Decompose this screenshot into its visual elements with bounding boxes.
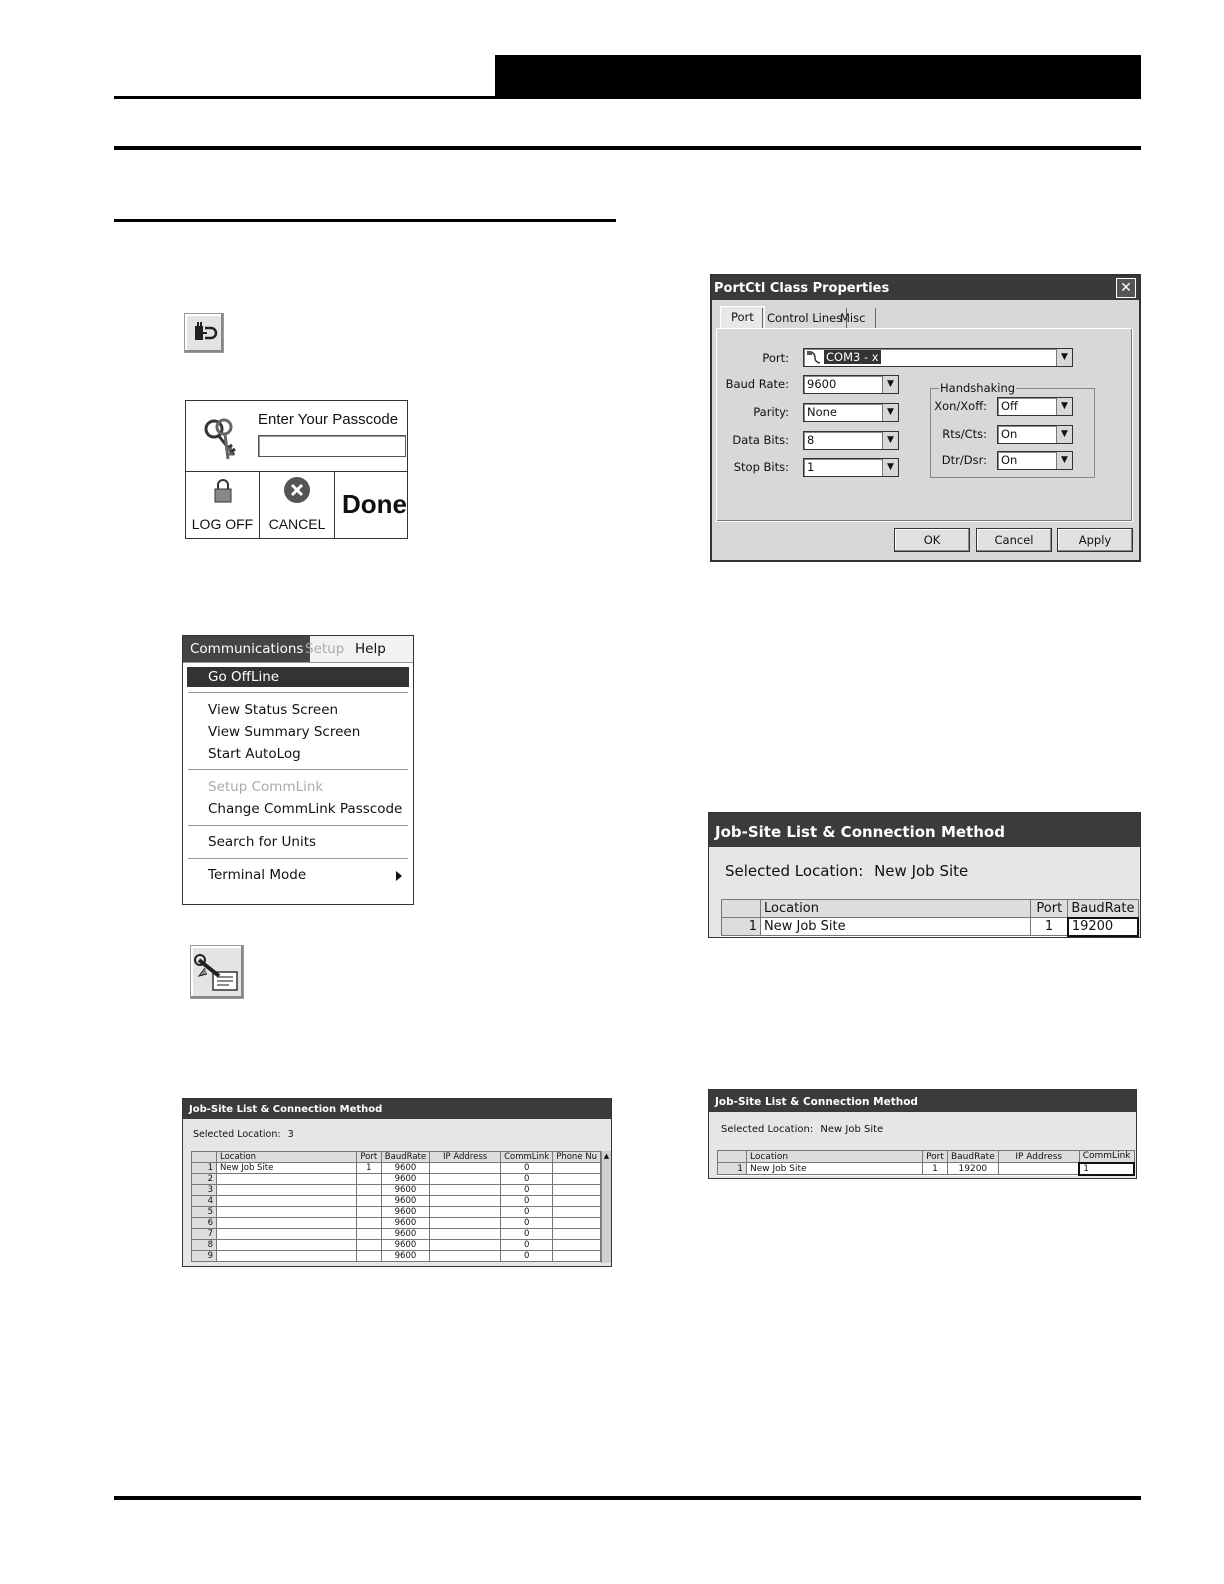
keys-icon — [198, 415, 246, 463]
cancel-button[interactable] — [260, 472, 335, 538]
commlink-cell[interactable]: 0 — [501, 1240, 553, 1251]
row-number: 1 — [192, 1163, 217, 1174]
location-cell[interactable]: New Job Site — [747, 1163, 923, 1175]
table-row[interactable] — [192, 1185, 601, 1196]
phone-number-cell[interactable] — [553, 1196, 601, 1207]
section-rule-top — [114, 146, 1141, 150]
table-row[interactable] — [192, 1229, 601, 1240]
submenu-arrow-icon — [395, 870, 403, 882]
dropdown-arrow-icon[interactable]: ▼ — [1056, 452, 1072, 469]
rts-select[interactable] — [997, 425, 1073, 444]
job-site-title: Job-Site List & Connection Method — [189, 1104, 383, 1115]
dtr-label: Dtr/Dsr: — [941, 453, 987, 467]
baudrate-cell[interactable]: 9600 — [381, 1207, 429, 1218]
xon-value: Off — [1001, 399, 1018, 413]
port-cell[interactable] — [356, 1251, 381, 1262]
table-row[interactable] — [192, 1207, 601, 1218]
location-cell[interactable] — [217, 1229, 357, 1240]
table-row[interactable] — [192, 1196, 601, 1207]
baudrate-cell[interactable]: 9600 — [381, 1251, 429, 1262]
baudrate-cell[interactable]: 9600 — [381, 1174, 429, 1185]
ok-button[interactable]: OK — [894, 528, 970, 552]
selected-location-label: Selected Location: — [721, 1124, 814, 1135]
cancel-label: CANCEL — [268, 516, 326, 532]
close-icon[interactable]: ✕ — [1116, 278, 1136, 298]
ip-address-cell[interactable] — [430, 1174, 501, 1185]
phone-number-cell[interactable] — [553, 1207, 601, 1218]
port-cell[interactable]: 1 — [1031, 918, 1068, 936]
port-header[interactable]: Port — [1031, 900, 1068, 918]
commlink-cell[interactable]: 0 — [501, 1207, 553, 1218]
commlink-cell[interactable]: 0 — [501, 1196, 553, 1207]
dropdown-arrow-icon[interactable]: ▼ — [1056, 426, 1072, 443]
selected-location — [721, 1124, 883, 1135]
commlink-cell[interactable]: 0 — [501, 1174, 553, 1185]
passcode-entry-area — [186, 401, 407, 472]
dropdown-arrow-icon[interactable]: ▼ — [882, 432, 898, 449]
phone-number-cell[interactable] — [553, 1174, 601, 1185]
connect-toolbar-button[interactable] — [184, 313, 224, 353]
logoff-button[interactable] — [186, 472, 260, 538]
selected-location-value: 3 — [287, 1129, 294, 1140]
row-number-header — [192, 1152, 217, 1163]
baudrate-header[interactable]: BaudRate — [381, 1152, 429, 1163]
job-site-table — [721, 899, 1139, 937]
row-number: 9 — [192, 1251, 217, 1262]
port-header[interactable]: Port — [922, 1151, 947, 1163]
baudrate-cell[interactable]: 9600 — [381, 1240, 429, 1251]
job-site-title: Job-Site List & Connection Method — [715, 1096, 918, 1108]
table-header-row — [722, 900, 1139, 918]
padlock-icon — [213, 478, 233, 504]
databits-label: Data Bits: — [732, 433, 789, 447]
menu-item-go-offline[interactable]: Go OffLine — [187, 667, 409, 687]
row-number: 8 — [192, 1240, 217, 1251]
menu-help[interactable]: Help — [355, 641, 386, 657]
scroll-up-arrow-icon[interactable]: ▲ — [603, 1152, 610, 1160]
baudrate-cell[interactable]: 9600 — [381, 1185, 429, 1196]
phone-number-cell[interactable] — [553, 1240, 601, 1251]
commlink-cell[interactable]: 0 — [501, 1229, 553, 1240]
parity-value: None — [807, 405, 838, 419]
menu-item-change-passcode[interactable]: Change CommLink Passcode — [208, 801, 403, 817]
table-row[interactable] — [192, 1163, 601, 1174]
commlink-cell[interactable]: 0 — [501, 1251, 553, 1262]
ip-address-cell[interactable] — [430, 1218, 501, 1229]
port-cell[interactable] — [356, 1185, 381, 1196]
passcode-input[interactable] — [258, 435, 406, 457]
handshaking-group — [930, 381, 1095, 478]
stopbits-select[interactable] — [803, 458, 899, 477]
location-cell[interactable]: New Job Site — [217, 1163, 357, 1174]
row-number-header — [722, 900, 761, 918]
dtr-value: On — [1001, 453, 1018, 467]
phone-number-cell[interactable] — [553, 1185, 601, 1196]
row-number: 1 — [718, 1163, 747, 1175]
xon-select[interactable] — [997, 397, 1073, 416]
menu-separator — [188, 769, 408, 771]
row-number: 1 — [722, 918, 761, 936]
job-site-window-small-right — [708, 1089, 1137, 1179]
baud-value: 9600 — [807, 377, 837, 391]
dialog-title-bar — [712, 276, 1139, 300]
menu-item-setup-commlink[interactable]: Setup CommLink — [208, 779, 324, 795]
selected-location-value: New Job Site — [820, 1124, 884, 1135]
passcode-panel — [185, 400, 408, 539]
ip-address-cell[interactable] — [430, 1240, 501, 1251]
dtr-select[interactable] — [997, 451, 1073, 470]
port-plug-icon — [806, 350, 822, 365]
logoff-label: LOG OFF — [191, 516, 254, 532]
apply-button[interactable]: Apply — [1057, 528, 1133, 552]
table-row[interactable] — [718, 1163, 1135, 1175]
tab-port[interactable]: Port — [720, 306, 765, 329]
commlink-header[interactable]: CommLink — [501, 1152, 553, 1163]
ip-address-cell[interactable] — [430, 1207, 501, 1218]
selected-location — [193, 1129, 294, 1140]
baudrate-header[interactable]: BaudRate — [1068, 900, 1138, 918]
table-row[interactable] — [192, 1240, 601, 1251]
menu-item-start-autolog[interactable]: Start AutoLog — [208, 746, 301, 762]
baudrate-header[interactable]: BaudRate — [947, 1151, 998, 1163]
parity-label: Parity: — [753, 405, 789, 419]
menu-item-view-summary[interactable]: View Summary Screen — [208, 724, 361, 740]
table-header-row — [192, 1152, 601, 1163]
commlink-cell[interactable]: 1 — [1079, 1163, 1134, 1175]
xon-label: Xon/Xoff: — [934, 399, 987, 413]
tab-misc[interactable]: Misc — [836, 308, 876, 328]
dropdown-arrow-icon[interactable]: ▼ — [1056, 349, 1072, 366]
ip-address-cell[interactable] — [430, 1163, 501, 1174]
table-row[interactable] — [192, 1174, 601, 1185]
commlink-header[interactable]: CommLink — [1079, 1151, 1134, 1163]
location-cell[interactable] — [217, 1196, 357, 1207]
selected-location-label: Selected Location: — [725, 862, 864, 880]
job-site-title: Job-Site List & Connection Method — [715, 823, 1005, 841]
menu-item-view-status[interactable]: View Status Screen — [208, 702, 339, 718]
commlink-cell[interactable]: 0 — [501, 1185, 553, 1196]
port-select[interactable] — [803, 348, 1073, 367]
job-site-title-bar — [709, 813, 1140, 847]
handshaking-label: Handshaking — [940, 381, 1016, 395]
dropdown-arrow-icon[interactable]: ▼ — [1056, 398, 1072, 415]
location-cell[interactable] — [217, 1185, 357, 1196]
job-site-table — [717, 1150, 1135, 1176]
phone-number-cell[interactable] — [553, 1163, 601, 1174]
job-site-title-bar — [183, 1099, 611, 1119]
selected-location-value: New Job Site — [874, 862, 969, 880]
port-value: COM3 - x — [826, 350, 879, 364]
baud-select[interactable] — [803, 375, 899, 394]
location-cell[interactable] — [217, 1240, 357, 1251]
ip-address-cell[interactable] — [430, 1251, 501, 1262]
ip-address-cell[interactable] — [430, 1196, 501, 1207]
cancel-x-icon — [282, 475, 312, 505]
ip-address-cell[interactable] — [430, 1185, 501, 1196]
header-black-bar — [495, 55, 1141, 99]
phone-number-cell[interactable] — [553, 1251, 601, 1262]
table-row[interactable] — [192, 1251, 601, 1262]
baudrate-cell[interactable]: 9600 — [381, 1229, 429, 1240]
row-number: 4 — [192, 1196, 217, 1207]
job-site-icon — [191, 946, 243, 998]
stopbits-value: 1 — [807, 460, 815, 474]
job-site-table — [191, 1151, 601, 1262]
table-row[interactable] — [722, 918, 1139, 936]
databits-value: 8 — [807, 433, 815, 447]
commlink-cell[interactable]: 0 — [501, 1218, 553, 1229]
ip-address-cell[interactable] — [998, 1163, 1079, 1175]
phone-number-header[interactable]: Phone Nu — [553, 1152, 601, 1163]
location-cell[interactable] — [217, 1218, 357, 1229]
menu-separator — [188, 692, 408, 694]
tab-control-lines[interactable]: Control Lines — [762, 308, 847, 328]
dropdown-arrow-icon[interactable]: ▼ — [882, 404, 898, 421]
ip-address-cell[interactable] — [430, 1229, 501, 1240]
dropdown-arrow-icon[interactable]: ▼ — [882, 376, 898, 393]
menu-bar — [183, 636, 413, 663]
rts-label: Rts/Cts: — [942, 427, 987, 441]
selected-location-label: Selected Location: — [193, 1129, 281, 1140]
dialog-title: PortCtl Class Properties — [714, 281, 890, 296]
port-cell[interactable] — [356, 1207, 381, 1218]
row-number: 7 — [192, 1229, 217, 1240]
baudrate-cell[interactable]: 9600 — [381, 1163, 429, 1174]
port-label: Port: — [762, 351, 789, 365]
rts-value: On — [1001, 427, 1018, 441]
row-number: 5 — [192, 1207, 217, 1218]
done-button[interactable]: Done — [342, 489, 407, 519]
phone-number-cell[interactable] — [553, 1229, 601, 1240]
port-cell[interactable] — [356, 1229, 381, 1240]
port-cell[interactable] — [356, 1240, 381, 1251]
selected-location — [725, 862, 968, 880]
location-cell[interactable] — [217, 1251, 357, 1262]
port-cell[interactable] — [356, 1196, 381, 1207]
port-header[interactable]: Port — [356, 1152, 381, 1163]
phone-number-cell[interactable] — [553, 1218, 601, 1229]
row-number: 6 — [192, 1218, 217, 1229]
baudrate-cell[interactable]: 19200 — [1068, 918, 1138, 936]
row-number-header — [718, 1151, 747, 1163]
job-site-window-small-left — [182, 1098, 612, 1267]
plug-connect-icon — [185, 314, 223, 352]
location-header[interactable]: Location — [761, 900, 1031, 918]
table-header-row — [718, 1151, 1135, 1163]
port-cell[interactable] — [356, 1174, 381, 1185]
port-cell[interactable] — [356, 1218, 381, 1229]
table-row[interactable] — [192, 1218, 601, 1229]
vertical-scrollbar[interactable] — [601, 1151, 611, 1263]
row-number: 3 — [192, 1185, 217, 1196]
passcode-prompt: Enter Your Passcode — [258, 411, 399, 428]
cancel-dialog-button[interactable]: Cancel — [976, 528, 1052, 552]
baudrate-cell[interactable]: 19200 — [947, 1163, 998, 1175]
menu-item-search-units[interactable]: Search for Units — [208, 834, 317, 850]
job-site-title-bar — [709, 1090, 1136, 1112]
location-cell[interactable] — [217, 1174, 357, 1185]
baudrate-cell[interactable]: 9600 — [381, 1218, 429, 1229]
communications-menu — [182, 635, 414, 905]
menu-separator — [188, 858, 408, 860]
job-site-window-large — [708, 812, 1141, 938]
ip-address-header[interactable]: IP Address — [430, 1152, 501, 1163]
baud-label: Baud Rate: — [725, 377, 789, 391]
location-cell[interactable] — [217, 1207, 357, 1218]
stopbits-label: Stop Bits: — [733, 460, 789, 474]
menu-communications[interactable]: Communications — [183, 636, 310, 662]
row-number: 2 — [192, 1174, 217, 1185]
commlink-cell[interactable]: 0 — [501, 1163, 553, 1174]
location-cell[interactable]: New Job Site — [761, 918, 1031, 936]
baudrate-cell[interactable]: 9600 — [381, 1196, 429, 1207]
port-cell[interactable]: 1 — [356, 1163, 381, 1174]
portctl-dialog — [710, 274, 1141, 562]
location-header[interactable]: Location — [217, 1152, 357, 1163]
port-cell[interactable]: 1 — [922, 1163, 947, 1175]
databits-select[interactable] — [803, 431, 899, 450]
dropdown-arrow-icon[interactable]: ▼ — [882, 459, 898, 476]
menu-setup[interactable]: Setup — [305, 641, 345, 657]
header-rule-left — [114, 96, 496, 99]
parity-select[interactable] — [803, 403, 899, 422]
ip-address-header[interactable]: IP Address — [998, 1151, 1079, 1163]
menu-separator — [188, 825, 408, 827]
section-rule-left — [114, 219, 616, 222]
job-site-toolbar-button[interactable] — [190, 945, 244, 999]
menu-item-terminal-mode[interactable]: Terminal Mode — [208, 867, 307, 883]
location-header[interactable]: Location — [747, 1151, 923, 1163]
footer-rule — [114, 1496, 1141, 1500]
